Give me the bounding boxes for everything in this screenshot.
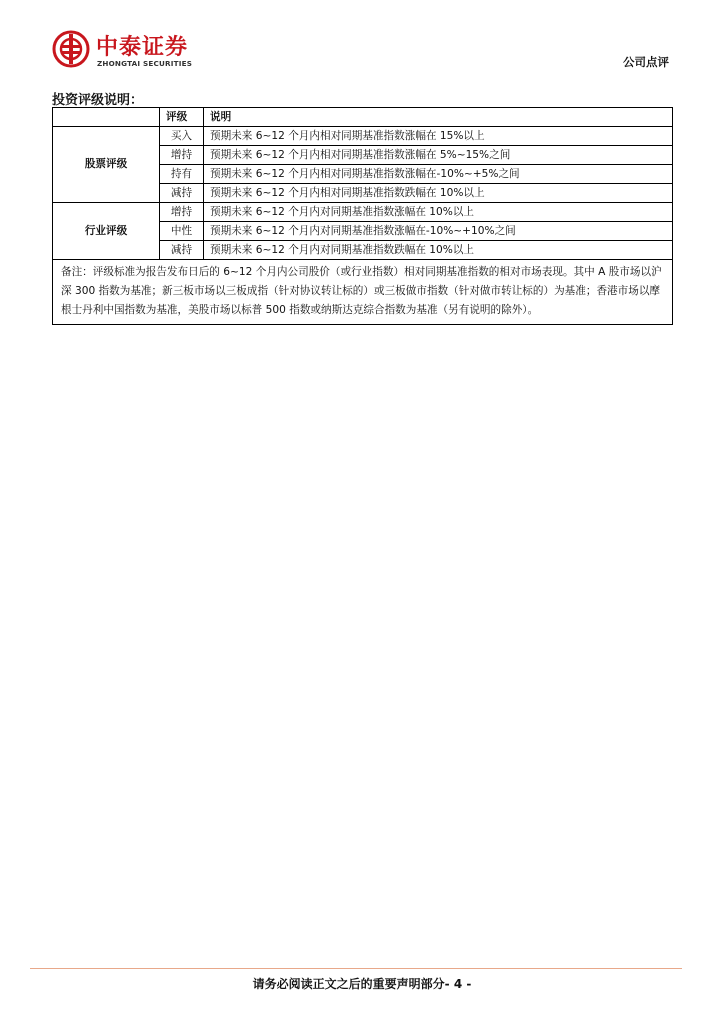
description-cell: 预期未来 6~12 个月内相对同期基准指数涨幅在 15%以上 bbox=[204, 127, 673, 146]
rating-cell: 增持 bbox=[160, 203, 204, 222]
header-cell-description: 说明 bbox=[204, 108, 673, 127]
company-logo bbox=[52, 30, 222, 70]
description-cell: 预期未来 6~12 个月内相对同期基准指数涨幅在 5%~15%之间 bbox=[204, 146, 673, 165]
header-cell-category bbox=[53, 108, 160, 127]
description-cell: 预期未来 6~12 个月内相对同期基准指数跌幅在 10%以上 bbox=[204, 184, 673, 203]
rating-cell: 减持 bbox=[160, 184, 204, 203]
logo-chinese-name: 中泰证券 bbox=[96, 35, 189, 60]
rating-definitions-table bbox=[52, 107, 673, 325]
note-row bbox=[53, 260, 673, 325]
report-type-label: 公司点评 bbox=[623, 55, 669, 69]
section-title: 投资评级说明： bbox=[52, 93, 144, 108]
description-cell: 预期未来 6~12 个月内对同期基准指数涨幅在 10%以上 bbox=[204, 203, 673, 222]
table-row bbox=[53, 127, 673, 146]
logo-english-name: ZHONGTAI SECURITIES bbox=[97, 59, 193, 68]
category-stock-rating: 股票评级 bbox=[53, 127, 160, 203]
description-cell: 预期未来 6~12 个月内对同期基准指数涨幅在-10%~+10%之间 bbox=[204, 222, 673, 241]
table-header-row bbox=[53, 108, 673, 127]
rating-cell: 买入 bbox=[160, 127, 204, 146]
rating-cell: 减持 bbox=[160, 241, 204, 260]
description-cell: 预期未来 6~12 个月内相对同期基准指数涨幅在-10%~+5%之间 bbox=[204, 165, 673, 184]
page-header bbox=[0, 0, 724, 80]
header-cell-rating: 评级 bbox=[160, 108, 204, 127]
page-number: - 4 - bbox=[444, 977, 472, 991]
footer-disclaimer: 请务必阅读正文之后的重要声明部分 bbox=[252, 977, 445, 991]
rating-cell: 增持 bbox=[160, 146, 204, 165]
zhongtai-logo-icon bbox=[52, 30, 90, 68]
rating-cell: 持有 bbox=[160, 165, 204, 184]
table-row bbox=[53, 203, 673, 222]
page-footer bbox=[0, 975, 724, 992]
rating-cell: 中性 bbox=[160, 222, 204, 241]
rating-note: 备注：评级标准为报告发布日后的 6~12 个月内公司股价（或行业指数）相对同期基准指数的相对市场表现。其中 A 股市场以沪深 300 指数为基准；新三板市场以三板成指（针对协议转让标的）或三板做市指数（针对做市转让标的）为基准；香港市场以摩根士丹利中国指数为基准，美股市场以标普 500 指数或纳斯达克综合指数为基准（另有说明的除外）。 bbox=[53, 260, 673, 325]
footer-divider bbox=[30, 968, 682, 969]
category-industry-rating: 行业评级 bbox=[53, 203, 160, 260]
description-cell: 预期未来 6~12 个月内对同期基准指数跌幅在 10%以上 bbox=[204, 241, 673, 260]
